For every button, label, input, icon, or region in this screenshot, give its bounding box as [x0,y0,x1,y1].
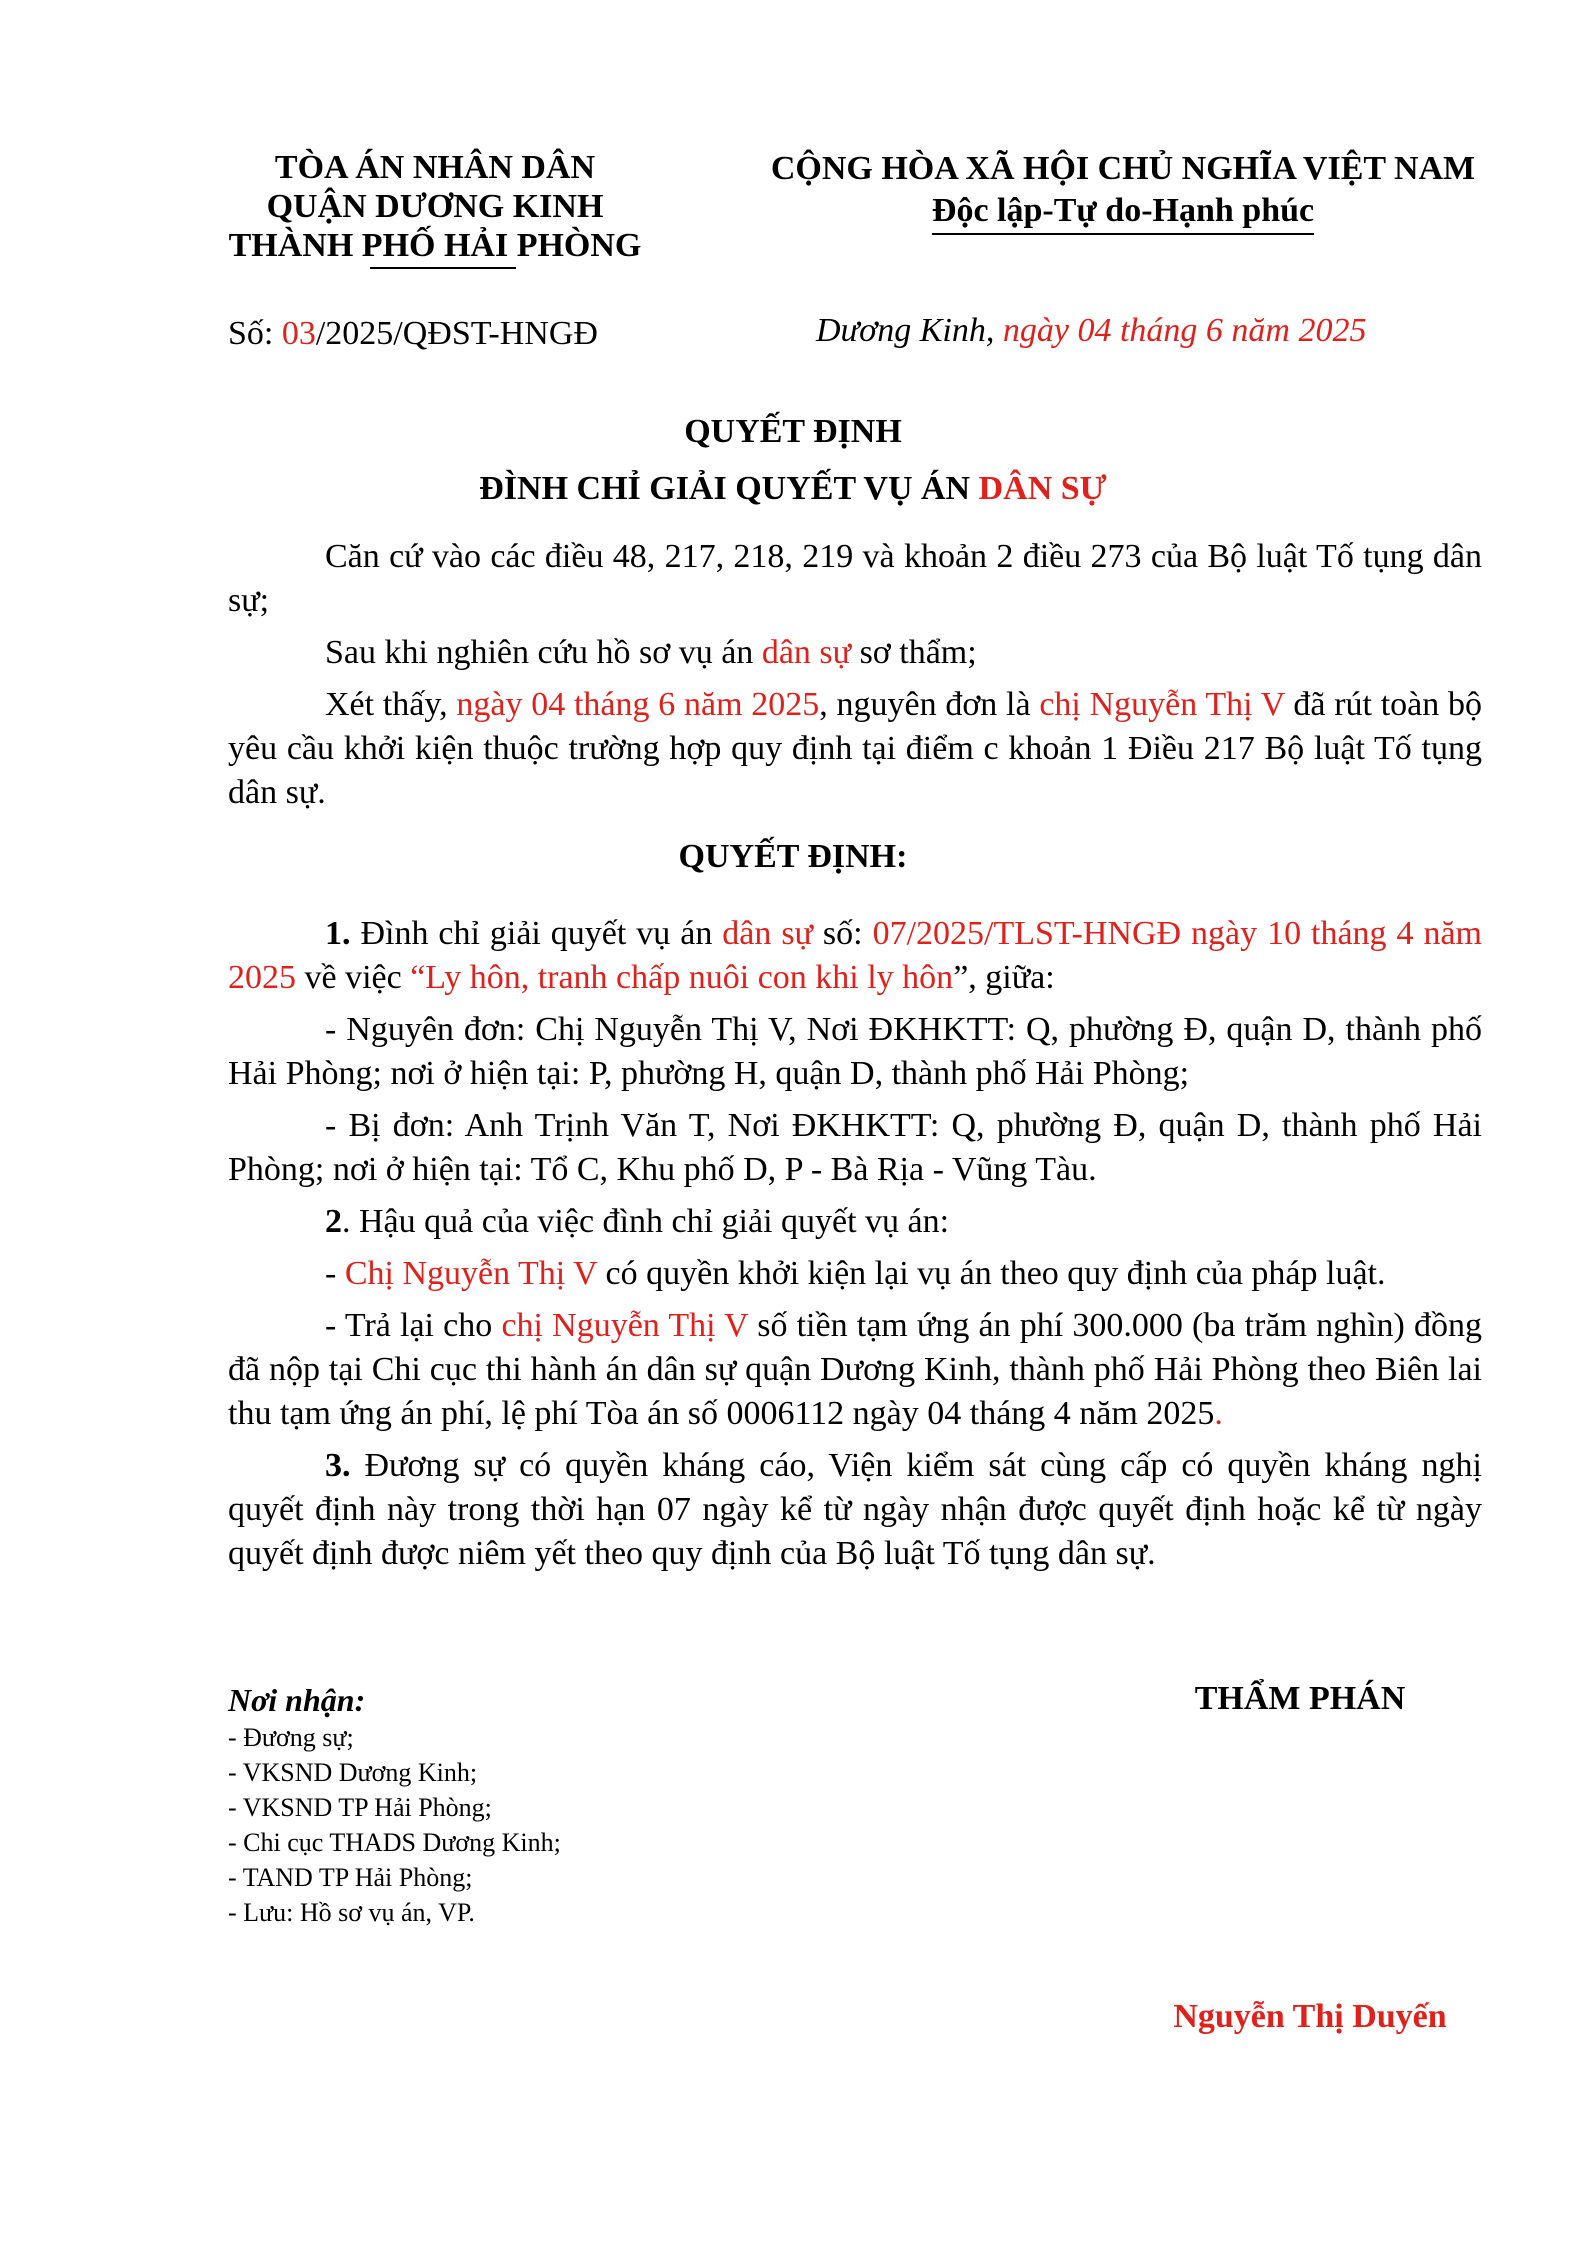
i1-a: Đình chỉ giải quyết vụ án [350,915,723,952]
court-header [200,148,670,269]
preamble [228,535,1482,815]
p3-b: , nguyên đơn là [819,686,1040,723]
consequence-1 [228,1252,1482,1296]
docno-suffix: /2025/QĐST-HNGĐ [315,315,598,352]
item-1 [228,912,1482,1000]
decision-heading: QUYẾT ĐỊNH: [678,838,908,875]
recipient-item: - VKSND Dương Kinh; [228,1758,478,1787]
recipient-item: - VKSND TP Hải Phòng; [228,1793,492,1822]
c1-b: có quyền khởi kiện lại vụ án theo quy định của pháp luật. [597,1255,1386,1292]
document-date [816,312,1366,350]
docno-number: 03 [281,315,316,352]
consequence-2 [228,1304,1482,1436]
i1-d: ”, giữa: [953,959,1055,996]
p3-red2: chị Nguyễn Thị V [1039,686,1285,723]
i2-text: . Hậu quả của việc đình chỉ giải quyết vụ án: [342,1203,950,1240]
recipient-item: - Chi cục THADS Dương Kinh; [228,1828,561,1857]
item-3 [228,1444,1482,1576]
court-line-1: TÒA ÁN NHÂN DÂN [274,149,596,186]
i1-red1: dân sự [722,915,813,952]
judge-name: Nguyễn Thị Duyến [1173,1998,1447,2035]
court-line-2: QUẬN DƯƠNG KINH [266,188,604,225]
c1-a: - [325,1255,345,1292]
i1-c: về việc [296,959,411,996]
plaintiff-info: - Nguyên đơn: Chị Nguyễn Thị V, Nơi ĐKHKTT: Q, phường Đ, quận D, thành phố Hải Phòng; nơi ở hiện tại: P, phường H, quận D, thành phố Hải Phòng; [228,1011,1482,1092]
decision-items [228,912,1482,1576]
recipients [228,1680,561,1930]
c2-a: - Trả lại cho [325,1307,502,1344]
i1-red2: 07/2025/TLST-HNGĐ ngày 10 tháng 4 năm 2025 [228,915,1482,996]
preamble-review [228,631,1482,675]
item-3-number: 3. [325,1447,351,1484]
item-1-number: 1. [325,915,351,952]
defendant-info: - Bị đơn: Anh Trịnh Văn T, Nơi ĐKHKTT: Q, phường Đ, quận D, thành phố Hải Phòng; nơi ở hiện tại: Tổ C, Khu phố D, P - Bà Rịa - Vũng Tàu. [228,1107,1482,1188]
p3-a: Xét thấy, [325,686,457,723]
signature-title: THẨM PHÁN [1194,1680,1406,1717]
p2-a: Sau khi nghiên cứu hồ sơ vụ án [325,634,762,671]
nation-title: CỘNG HÒA XÃ HỘI CHỦ NGHĨA VIỆT NAM [770,150,1476,187]
docno-prefix: Số: [228,315,282,352]
c2-b: số tiền tạm ứng án phí 300.000 (ba trăm nghìn) đồng đã nộp tại Chi cục thi hành án dân sự quận Dương Kinh, thành phố Hải Phòng theo Biên lai thu tạm ứng án phí, lệ phí Tòa án số 0006112 ngày 04 tháng 4 năm 2025 [228,1307,1483,1432]
c1-red: Chị Nguyễn Thị V [344,1255,598,1292]
item-2 [228,1200,1482,1244]
court-line-3: THÀNH PHỐ HẢI PHÒNG [228,227,642,264]
recipient-item: - TAND TP Hải Phòng; [228,1863,473,1892]
header-underline [370,267,516,269]
document-number [228,315,598,353]
date-place: Dương Kinh, [816,312,1003,349]
i3-text: Đương sự có quyền kháng cáo, Viện kiểm sát cùng cấp có quyền kháng nghị quyết định này trong thời hạn 07 ngày kể từ ngày nhận được quyết định hoặc kể từ ngày quyết định được niêm yết theo quy định của Bộ luật Tố tụng dân sự. [228,1447,1482,1572]
preamble-legal-basis: Căn cứ vào các điều 48, 217, 218, 219 và khoản 2 điều 273 của Bộ luật Tố tụng dân sự; [228,538,1482,619]
c2-red-dot: . [1214,1395,1223,1432]
nation-header [738,148,1508,235]
recipient-item: - Đương sự; [228,1723,354,1752]
item-2-number: 2 [325,1203,342,1240]
subtitle-red: DÂN SỰ [978,470,1107,507]
p3-red1: ngày 04 tháng 6 năm 2025 [456,686,820,723]
recipients-title: Nơi nhận: [228,1682,366,1718]
date-value: ngày 04 tháng 6 năm 2025 [1002,312,1367,349]
recipients-list [228,1720,561,1930]
recipient-item: - Lưu: Hồ sơ vụ án, VP. [228,1898,475,1927]
document-subtitle [0,470,1586,508]
document-title: QUYẾT ĐỊNH [684,413,902,450]
i1-b: số: [812,915,873,952]
subtitle-text: ĐÌNH CHỈ GIẢI QUYẾT VỤ ÁN [479,470,979,507]
p3-c: đã rút toàn bộ yêu cầu khởi kiện thuộc trường hợp quy định tại điểm c khoản 1 Điều 217 Bộ luật Tố tụng dân sự. [228,686,1483,811]
p2-red: dân sự [761,634,852,671]
preamble-considering [228,683,1482,815]
c2-red: chị Nguyễn Thị V [501,1307,749,1344]
nation-motto: Độc lập-Tự do-Hạnh phúc [932,190,1314,235]
i1-red3: “Ly hôn, tranh chấp nuôi con khi ly hôn [410,959,954,996]
p2-b: sơ thẩm; [851,634,977,671]
